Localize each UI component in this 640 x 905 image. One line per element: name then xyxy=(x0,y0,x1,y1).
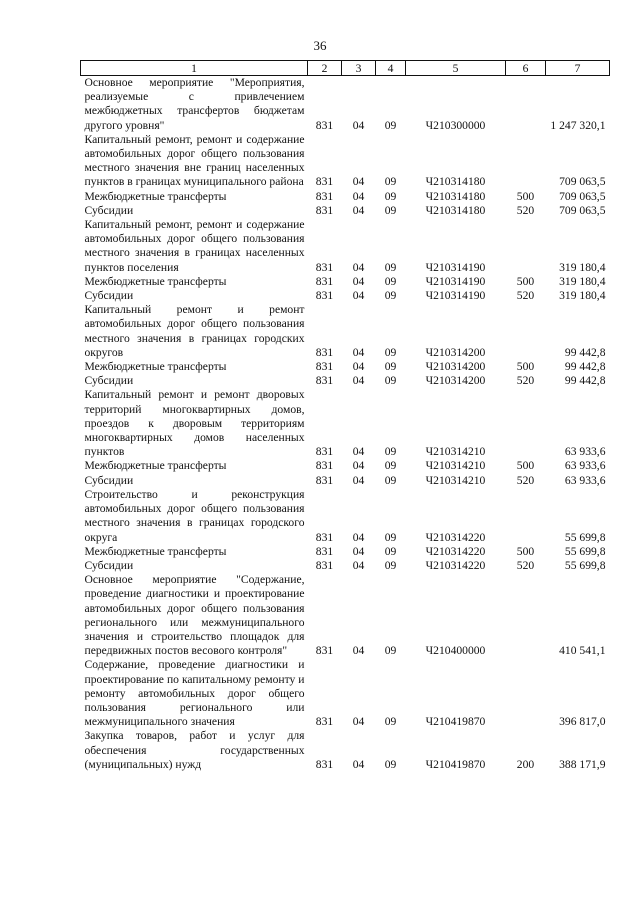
row-subsection: 09 xyxy=(384,473,397,487)
row-ministry-code: 831 xyxy=(315,558,334,572)
row-amount: 99 442,8 xyxy=(564,345,606,359)
header-col-5: 5 xyxy=(406,61,506,76)
row-target-code: Ч210314210 xyxy=(425,445,486,459)
row-target-code: Ч210314200 xyxy=(425,345,486,359)
row-subsection: 09 xyxy=(384,260,397,274)
row-amount: 55 699,8 xyxy=(564,558,606,572)
row-expense-type xyxy=(506,488,546,545)
row-subsection: 09 xyxy=(384,175,397,189)
row-ministry-code: 831 xyxy=(315,459,334,473)
row-target-code: Ч210314180 xyxy=(425,189,486,203)
row-ministry-code: 831 xyxy=(315,289,334,303)
row-amount: 709 063,5 xyxy=(559,189,606,203)
header-col-6: 6 xyxy=(506,61,546,76)
header-col-1: 1 xyxy=(81,61,308,76)
row-ministry-code: 831 xyxy=(315,374,334,388)
row-ministry-code: 831 xyxy=(315,203,334,217)
row-section: 04 xyxy=(352,459,365,473)
row-expense-type: 500 xyxy=(516,459,535,473)
row-subsection: 09 xyxy=(384,644,397,658)
row-amount: 99 442,8 xyxy=(564,360,606,374)
row-target-code: Ч210314190 xyxy=(425,274,486,288)
row-amount: 388 171,9 xyxy=(559,757,606,771)
row-amount: 709 063,5 xyxy=(559,203,606,217)
table-row xyxy=(81,76,610,133)
row-target-code: Ч210314200 xyxy=(425,360,486,374)
row-ministry-code: 831 xyxy=(315,445,334,459)
table-header-row xyxy=(81,61,610,76)
row-section: 04 xyxy=(352,544,365,558)
row-description: Содержание, проведение диагностики и проектирование по капитальному ремонту и ремонту автомобильных дорог общего пользования регионального или межмуниципального значения xyxy=(84,658,305,729)
row-ministry-code: 831 xyxy=(315,757,334,771)
row-expense-type: 200 xyxy=(516,757,535,771)
row-subsection: 09 xyxy=(384,757,397,771)
row-subsection: 09 xyxy=(384,544,397,558)
row-amount: 1 247 320,1 xyxy=(550,118,606,132)
table-row xyxy=(81,133,610,190)
row-section: 04 xyxy=(352,175,365,189)
row-section: 04 xyxy=(352,530,365,544)
table-row xyxy=(81,303,610,360)
row-amount: 396 817,0 xyxy=(559,715,606,729)
row-ministry-code: 831 xyxy=(315,175,334,189)
row-subsection: 09 xyxy=(384,189,397,203)
row-amount: 99 442,8 xyxy=(564,374,606,388)
row-section: 04 xyxy=(352,274,365,288)
row-expense-type: 500 xyxy=(516,360,535,374)
row-target-code: Ч210314220 xyxy=(425,530,486,544)
table-row xyxy=(81,218,610,275)
header-col-3: 3 xyxy=(342,61,376,76)
table-row xyxy=(81,729,610,772)
row-expense-type xyxy=(506,133,546,190)
row-section: 04 xyxy=(352,558,365,572)
row-amount: 319 180,4 xyxy=(559,274,606,288)
row-target-code: Ч210314190 xyxy=(425,289,486,303)
table-row xyxy=(81,374,610,388)
header-col-7: 7 xyxy=(546,61,610,76)
row-target-code: Ч210400000 xyxy=(425,644,486,658)
row-section: 04 xyxy=(352,715,365,729)
row-section: 04 xyxy=(352,260,365,274)
row-expense-type xyxy=(506,388,546,459)
row-subsection: 09 xyxy=(384,345,397,359)
row-subsection: 09 xyxy=(384,374,397,388)
table-row xyxy=(81,573,610,658)
row-subsection: 09 xyxy=(384,715,397,729)
row-amount: 63 933,6 xyxy=(564,473,606,487)
row-description: Субсидии xyxy=(84,558,134,572)
row-description: Капитальный ремонт и ремонт дворовых территорий многоквартирных домов, проездов к дворовым территориям многоквартирных домов населенных пунктов xyxy=(84,388,305,459)
row-description: Субсидии xyxy=(84,374,134,388)
row-ministry-code: 831 xyxy=(315,274,334,288)
row-expense-type: 500 xyxy=(516,544,535,558)
row-subsection: 09 xyxy=(384,289,397,303)
row-ministry-code: 831 xyxy=(315,644,334,658)
row-amount: 63 933,6 xyxy=(564,445,606,459)
row-ministry-code: 831 xyxy=(315,189,334,203)
row-section: 04 xyxy=(352,445,365,459)
table-row xyxy=(81,459,610,473)
row-target-code: Ч210314190 xyxy=(425,260,486,274)
row-section: 04 xyxy=(352,203,365,217)
row-subsection: 09 xyxy=(384,274,397,288)
row-description: Субсидии xyxy=(84,203,134,217)
row-amount: 55 699,8 xyxy=(564,530,606,544)
row-description: Основное мероприятие "Содержание, проведение диагностики и проектирование автомобильных дорог общего пользования регионального или межмуниципального значения и строительство площадок для передвижных постов весового контроля" xyxy=(84,573,305,658)
row-ministry-code: 831 xyxy=(315,544,334,558)
row-expense-type xyxy=(506,303,546,360)
row-description: Капитальный ремонт, ремонт и содержание автомобильных дорог общего пользования местного значения вне границ населенных пунктов в границах муниципального района xyxy=(84,132,305,189)
table-row xyxy=(81,289,610,303)
row-expense-type: 520 xyxy=(516,374,535,388)
table-row xyxy=(81,658,610,729)
row-expense-type xyxy=(506,573,546,658)
row-description: Строительство и реконструкция автомобильных дорог общего пользования местного значения в границах городского округа xyxy=(84,487,305,544)
row-ministry-code: 831 xyxy=(315,530,334,544)
row-section: 04 xyxy=(352,360,365,374)
row-section: 04 xyxy=(352,644,365,658)
row-amount: 55 699,8 xyxy=(564,544,606,558)
row-amount: 63 933,6 xyxy=(564,459,606,473)
row-expense-type: 500 xyxy=(516,274,535,288)
row-target-code: Ч210314220 xyxy=(425,544,486,558)
row-section: 04 xyxy=(352,345,365,359)
row-subsection: 09 xyxy=(384,360,397,374)
row-target-code: Ч210419870 xyxy=(425,757,486,771)
row-expense-type: 520 xyxy=(516,473,535,487)
row-target-code: Ч210314180 xyxy=(425,175,486,189)
row-description: Субсидии xyxy=(84,289,134,303)
row-amount: 410 541,1 xyxy=(559,644,606,658)
row-amount: 319 180,4 xyxy=(559,289,606,303)
row-description: Капитальный ремонт, ремонт и содержание автомобильных дорог общего пользования местного значения в границах населенных пунктов поселения xyxy=(84,218,305,274)
row-target-code: Ч210314210 xyxy=(425,473,486,487)
row-amount: 319 180,4 xyxy=(559,260,606,274)
row-expense-type xyxy=(506,76,546,133)
row-target-code: Ч210300000 xyxy=(425,118,486,132)
table-row xyxy=(81,204,610,218)
row-expense-type: 520 xyxy=(516,558,535,572)
row-ministry-code: 831 xyxy=(315,473,334,487)
table-row xyxy=(81,275,610,289)
row-section: 04 xyxy=(352,757,365,771)
header-col-4: 4 xyxy=(376,61,406,76)
row-description: Межбюджетные трансферты xyxy=(84,544,227,558)
row-section: 04 xyxy=(352,473,365,487)
row-description: Закупка товаров, работ и услуг для обеспечения государственных (муниципальных) нужд xyxy=(84,729,305,771)
row-target-code: Ч210314220 xyxy=(425,558,486,572)
row-subsection: 09 xyxy=(384,445,397,459)
row-subsection: 09 xyxy=(384,118,397,132)
row-expense-type: 520 xyxy=(516,289,535,303)
row-ministry-code: 831 xyxy=(315,345,334,359)
row-target-code: Ч210314200 xyxy=(425,374,486,388)
row-expense-type xyxy=(506,658,546,729)
row-subsection: 09 xyxy=(384,558,397,572)
row-description: Межбюджетные трансферты xyxy=(84,189,227,203)
row-expense-type: 520 xyxy=(516,203,535,217)
row-description: Межбюджетные трансферты xyxy=(84,459,227,473)
table-row xyxy=(81,388,610,459)
row-description: Субсидии xyxy=(84,473,134,487)
table-row xyxy=(81,488,610,545)
row-ministry-code: 831 xyxy=(315,260,334,274)
row-subsection: 09 xyxy=(384,530,397,544)
row-target-code: Ч210314180 xyxy=(425,203,486,217)
page-number: 36 xyxy=(313,38,327,53)
row-ministry-code: 831 xyxy=(315,360,334,374)
table-row xyxy=(81,474,610,488)
table-row xyxy=(81,360,610,374)
row-subsection: 09 xyxy=(384,459,397,473)
row-description: Межбюджетные трансферты xyxy=(84,274,227,288)
row-section: 04 xyxy=(352,189,365,203)
row-target-code: Ч210314210 xyxy=(425,459,486,473)
budget-table xyxy=(80,60,610,772)
row-description: Капитальный ремонт и ремонт автомобильных дорог общего пользования местного значения в границах городских округов xyxy=(84,303,305,359)
row-ministry-code: 831 xyxy=(315,118,334,132)
row-section: 04 xyxy=(352,374,365,388)
header-col-2: 2 xyxy=(308,61,342,76)
row-expense-type xyxy=(506,218,546,275)
row-amount: 709 063,5 xyxy=(559,175,606,189)
table-row xyxy=(81,190,610,204)
row-subsection: 09 xyxy=(384,203,397,217)
row-target-code: Ч210419870 xyxy=(425,715,486,729)
row-section: 04 xyxy=(352,118,365,132)
row-ministry-code: 831 xyxy=(315,715,334,729)
row-section: 04 xyxy=(352,289,365,303)
table-row xyxy=(81,559,610,573)
row-expense-type: 500 xyxy=(516,189,535,203)
table-row xyxy=(81,545,610,559)
row-description: Основное мероприятие "Мероприятия, реализуемые с привлечением межбюджетных трансфертов бюджетам другого уровня" xyxy=(84,76,305,132)
row-description: Межбюджетные трансферты xyxy=(84,360,227,374)
